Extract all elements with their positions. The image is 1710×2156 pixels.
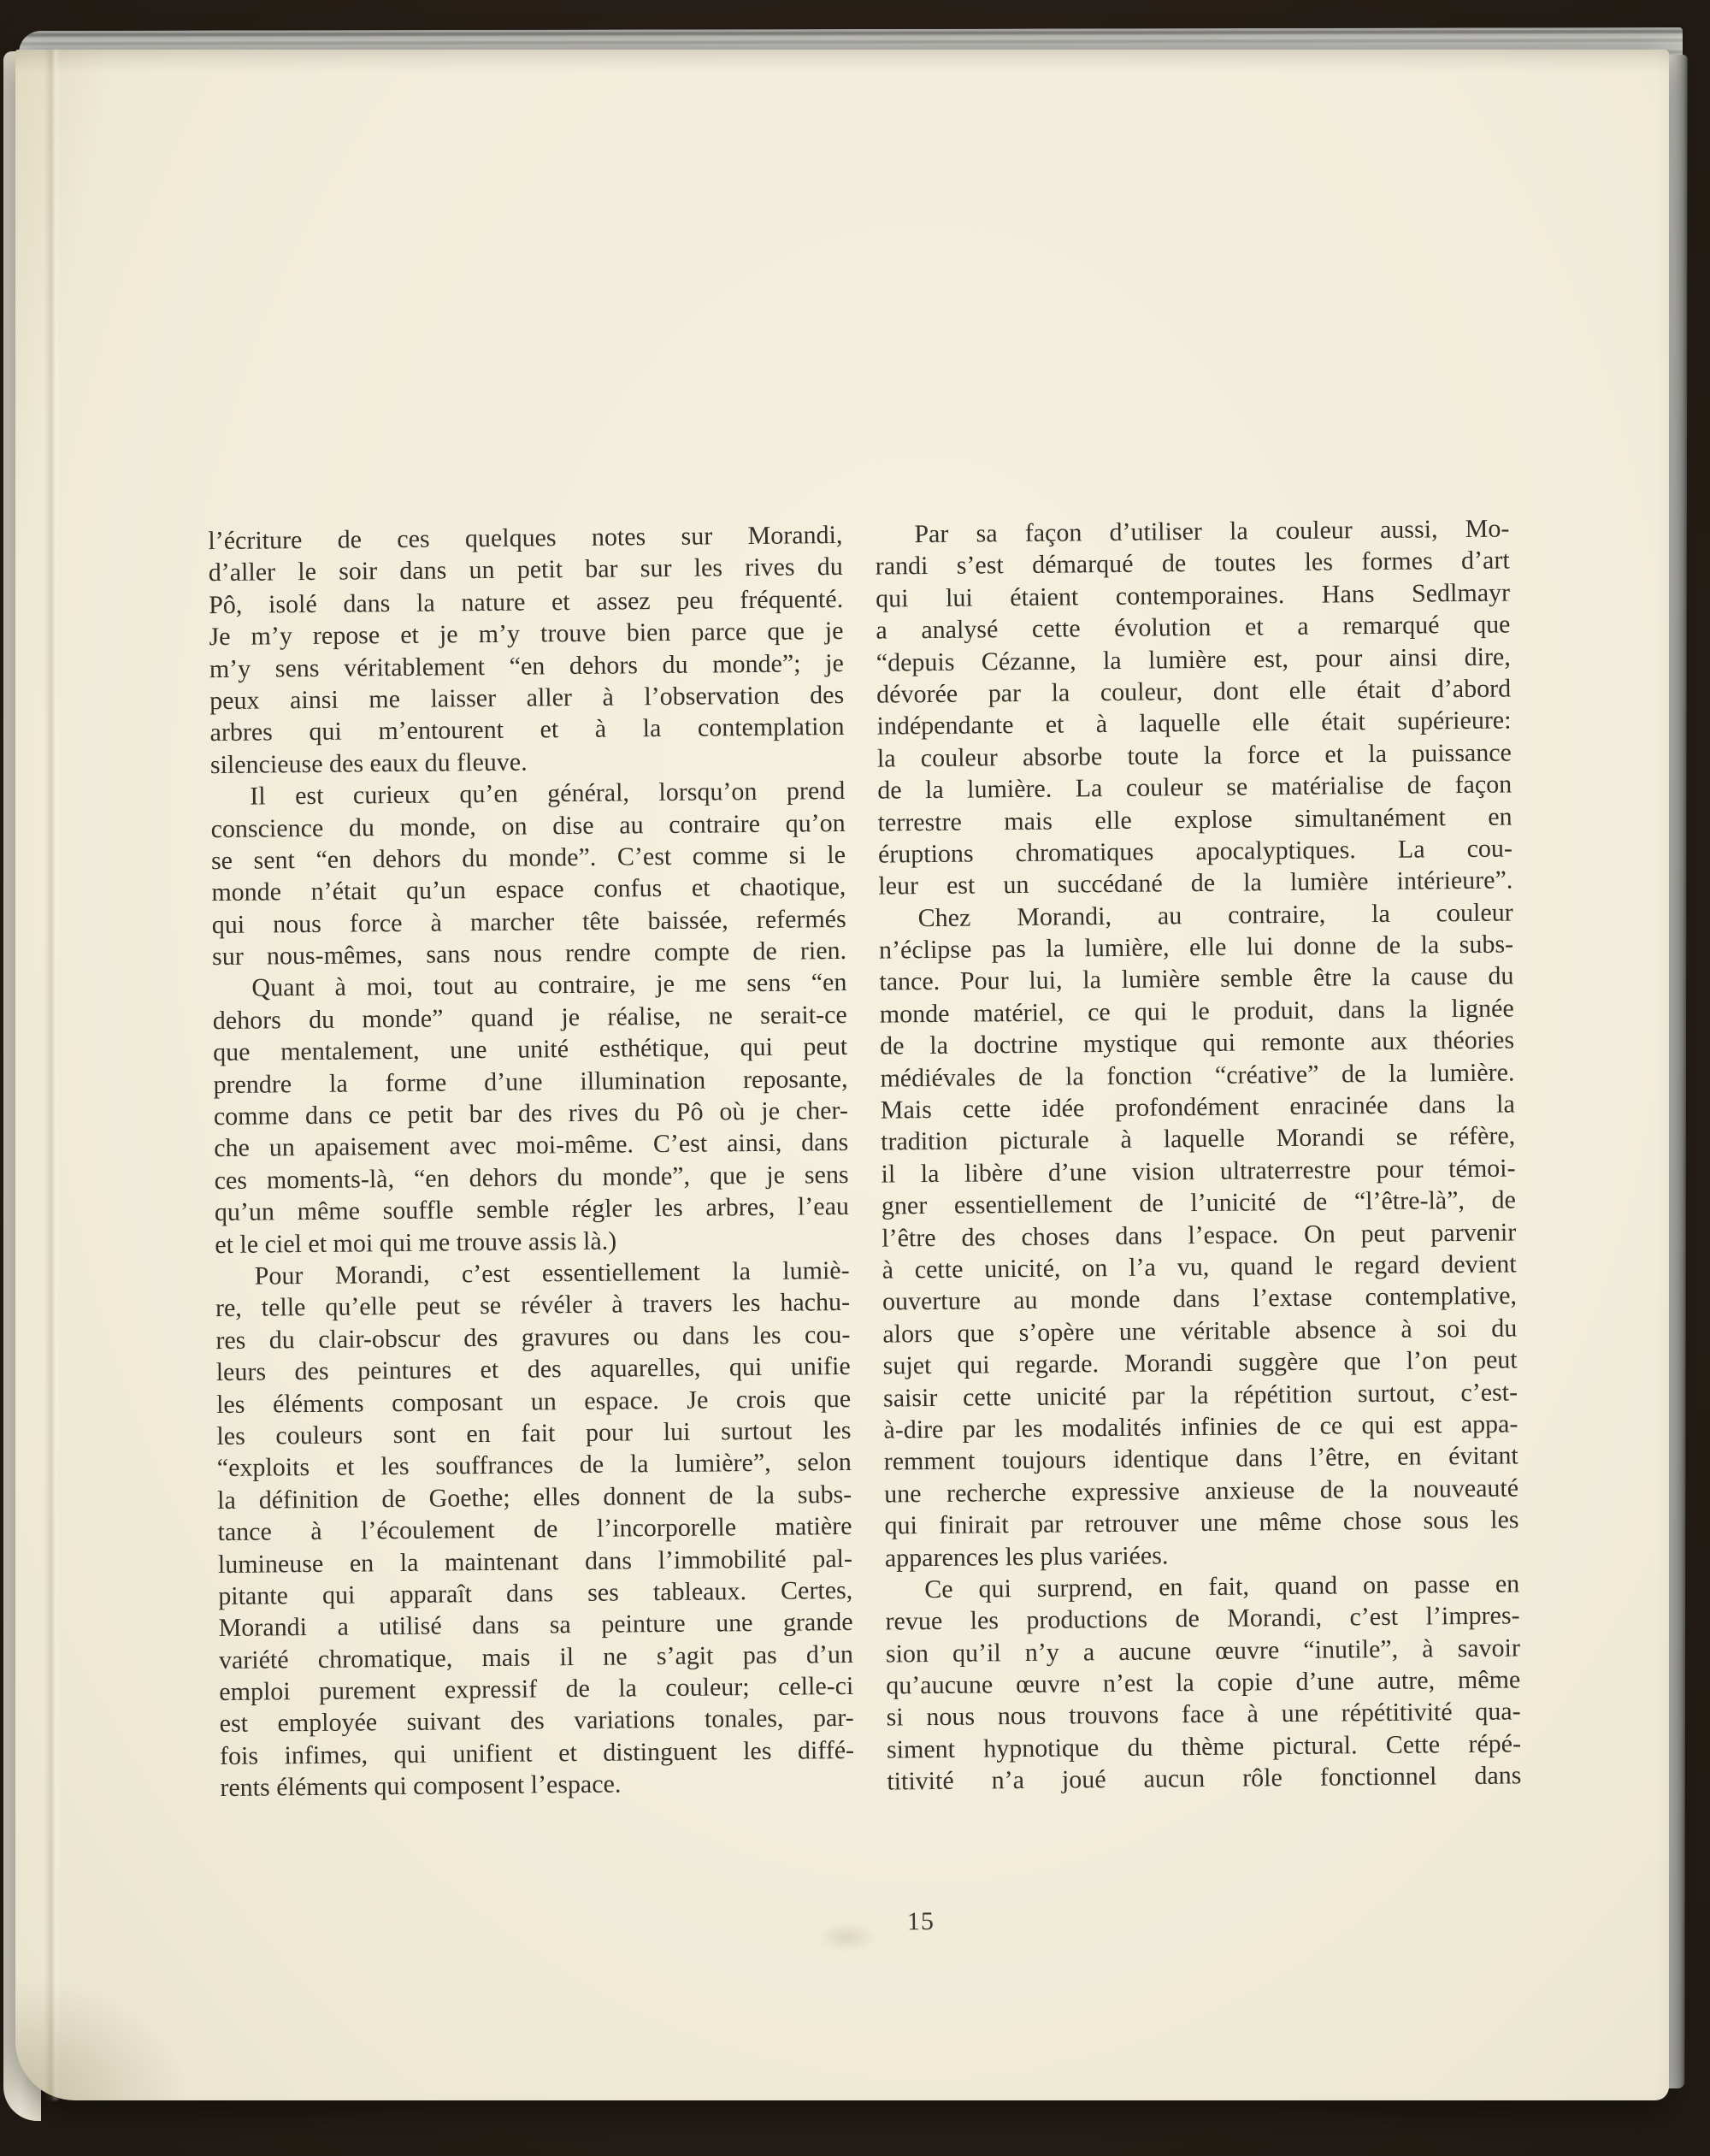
page-number: 15 [906, 1907, 935, 1936]
text-line: l’être des choses dans l’espace. On peut parvenir [882, 1218, 1517, 1253]
text-line: a analysé cette évolution et a remarqué que [876, 610, 1511, 645]
text-line: “depuis Cézanne, la lumière est, pour ainsi dire, [876, 642, 1511, 677]
text-line: n’éclipse pas la lumière, elle lui donne de la subs- [878, 930, 1514, 965]
text-line: qu’un même souffle semble régler les arbres, l’eau [214, 1192, 850, 1227]
paragraph [215, 1255, 854, 1805]
text-line: fois infimes, qui unifient et distinguent les diffé- [219, 1735, 855, 1770]
text-line: qui nous force à marcher tête baissée, refermés [211, 904, 846, 939]
text-line: sujet qui regarde. Morandi suggère que l’on peut [882, 1345, 1518, 1380]
text-line: d’aller le soir dans un petit bar sur les rives du [208, 552, 843, 588]
text-line: ouverture au monde dans l’extase contemplative, [882, 1281, 1518, 1316]
text-line: Je m’y repose et je m’y trouve bien parce que je [209, 617, 844, 652]
text-line: “exploits et les souffrances de la lumière”, selon [216, 1448, 852, 1483]
text-line: saisir cette unicité par la répétition surtout, c’est- [882, 1377, 1518, 1413]
text-line: randi s’est démarqué de toutes les formes d’art [875, 546, 1510, 582]
text-line: tance. Pour lui, la lumière semble être la cause du [879, 961, 1514, 997]
text-line: si nous nous trouvons face à une répétitivité qua- [886, 1697, 1521, 1733]
text-line: une recherche expressive anxieuse de la nouveauté [883, 1474, 1519, 1509]
text-line: revue les productions de Morandi, c’est l’impres- [885, 1601, 1520, 1636]
text-line: de la doctrine mystique qui remonte aux théories [879, 1025, 1515, 1060]
text-line: Pour Morandi, c’est essentiellement la lumiè- [254, 1255, 850, 1291]
text-line: les éléments composant un espace. Je crois que [215, 1384, 852, 1419]
text-line: prendre la forme d’une illumination reposante, [213, 1064, 848, 1099]
paragraph [210, 775, 846, 972]
text-line: qui lui étaient contemporaines. Hans Sedlmayr [875, 578, 1511, 613]
text-line: peux ainsi me laisser aller à l’observation des [209, 680, 845, 716]
paragraph [208, 519, 845, 781]
text-line: Quant à moi, tout au contraire, je me sens “en [251, 968, 847, 1003]
text-line: leurs des peintures et des aquarelles, qui unifie [215, 1352, 851, 1387]
text-line: se sent “en dehors du monde”. C’est comme si le [210, 840, 846, 875]
text-line: sion qu’il n’y a aucune œuvre “inutile”, à savoir [885, 1633, 1521, 1669]
text-line: qui finirait par retrouver une même chose sous les [884, 1505, 1519, 1540]
text-line: monde n’était qu’un espace confus et chaotique, [211, 872, 846, 907]
text-line: apparences les plus variées. [884, 1540, 1169, 1573]
text-line: qu’aucune œuvre n’est la copie d’une autre, même [886, 1665, 1521, 1700]
text-line: tradition picturale à laquelle Morandi se réfère, [881, 1121, 1516, 1157]
text-line: siment hypnotique du thème pictural. Cette répé- [886, 1729, 1522, 1764]
text-line: et le ciel et moi qui me trouve assis là.) [215, 1226, 617, 1259]
text-line: leur est un succédané de la lumière intérieure”. [878, 865, 1513, 901]
printed-content [5, 36, 1678, 2102]
text-line: variété chromatique, mais il ne s’agit pas d’un [218, 1639, 854, 1675]
text-line: Morandi a utilisé dans sa peinture une grande [218, 1608, 853, 1643]
text-line: dehors du monde” quand je réalise, ne serait-ce [212, 1000, 847, 1035]
text-line: comme dans ce petit bar des rives du Pô où je cher- [213, 1096, 849, 1131]
text-line: est employée suivant des variations tonales, par- [219, 1704, 854, 1739]
text-line: la définition de Goethe; elles donnent de la subs- [217, 1480, 852, 1515]
text-line: dévorée par la couleur, dont elle était d’abord [876, 674, 1512, 709]
right-text-column [875, 512, 1521, 1798]
paragraph [212, 966, 849, 1261]
text-line: Il est curieux qu’en général, lorsqu’on prend [250, 777, 846, 811]
text-line: sur nous-mêmes, sans nous rendre compte de rien. [211, 936, 847, 972]
text-line: de la lumière. La couleur se matérialise de façon [877, 770, 1512, 805]
text-line: arbres qui m’entourent et à la contemplation [209, 712, 845, 747]
text-line: gner essentiellement de l’unicité de “l’être-là”, de [881, 1185, 1517, 1220]
text-line: Pô, isolé dans la nature et assez peu fréquenté. [208, 584, 844, 619]
text-line: conscience du monde, on dise au contraire qu’on [210, 808, 846, 843]
text-line: re, telle qu’elle peut se révéler à travers les hachu- [215, 1288, 851, 1323]
text-line: alors que s’opère une véritable absence à soi du [882, 1314, 1518, 1349]
text-line: à cette unicité, on l’a vu, quand le regard devient [882, 1249, 1517, 1285]
text-line: il la libère d’une vision ultraterrestre pour témoi- [881, 1154, 1516, 1189]
text-line: res du clair-obscur des gravures ou dans les cou- [215, 1320, 851, 1355]
text-line: terrestre mais elle explose simultanément en [877, 801, 1512, 837]
text-line: lumineuse en la maintenant dans l’immobilité pal- [217, 1544, 853, 1579]
text-line: pitante qui apparaît dans ses tableaux. Certes, [218, 1575, 853, 1610]
text-line: l’écriture de ces quelques notes sur Morandi, [208, 520, 843, 556]
text-line: emploi purement expressif de la couleur; celle-ci [219, 1671, 854, 1707]
text-line: ces moments-là, “en dehors du monde”, que je sens [214, 1160, 849, 1195]
text-line: silencieuse des eaux du fleuve. [209, 747, 528, 779]
text-line: titivité n’a joué aucun rôle fonctionnel dans [887, 1761, 1522, 1796]
text-line: Mais cette idée profondément enracinée dans la [880, 1090, 1515, 1125]
text-line: la couleur absorbe toute la force et la puissance [876, 738, 1512, 773]
text-line: que mentalement, une unité esthétique, qui peut [213, 1032, 848, 1067]
text-line: à-dire par les modalités infinies de ce qui est appa- [883, 1409, 1518, 1444]
text-line: che un apaisement avec moi-même. C’est ainsi, dans [214, 1128, 849, 1163]
text-line: tance à l’écoulement de l’incorporelle matière [217, 1512, 852, 1547]
text-line: médiévales de la fonction “créative” de la lumière. [880, 1058, 1515, 1093]
text-line: rents éléments qui composent l’espace. [220, 1769, 622, 1803]
paragraph [885, 1568, 1521, 1798]
book-page [15, 50, 1669, 2100]
text-line: remment toujours identique dans l’être, en évitant [883, 1441, 1518, 1476]
text-line: Ce qui surprend, en fait, quand on passe en [924, 1569, 1520, 1604]
paragraph [875, 512, 1512, 902]
text-line: Par sa façon d’utiliser la couleur aussi, Mo- [914, 514, 1510, 549]
text-line: monde matériel, ce qui le produit, dans la lignée [879, 994, 1514, 1029]
paragraph [879, 896, 1520, 1574]
text-line: les couleurs sont en fait pour lui surtout les [216, 1415, 852, 1450]
text-line: m’y sens véritablement “en dehors du monde”; je [209, 648, 844, 683]
left-text-column [208, 519, 854, 1805]
text-line: éruptions chromatiques apocalyptiques. La cou- [877, 834, 1513, 869]
text-line: Chez Morandi, au contraire, la couleur [917, 898, 1513, 932]
text-line: indépendante et à laquelle elle était supérieure: [876, 706, 1512, 741]
